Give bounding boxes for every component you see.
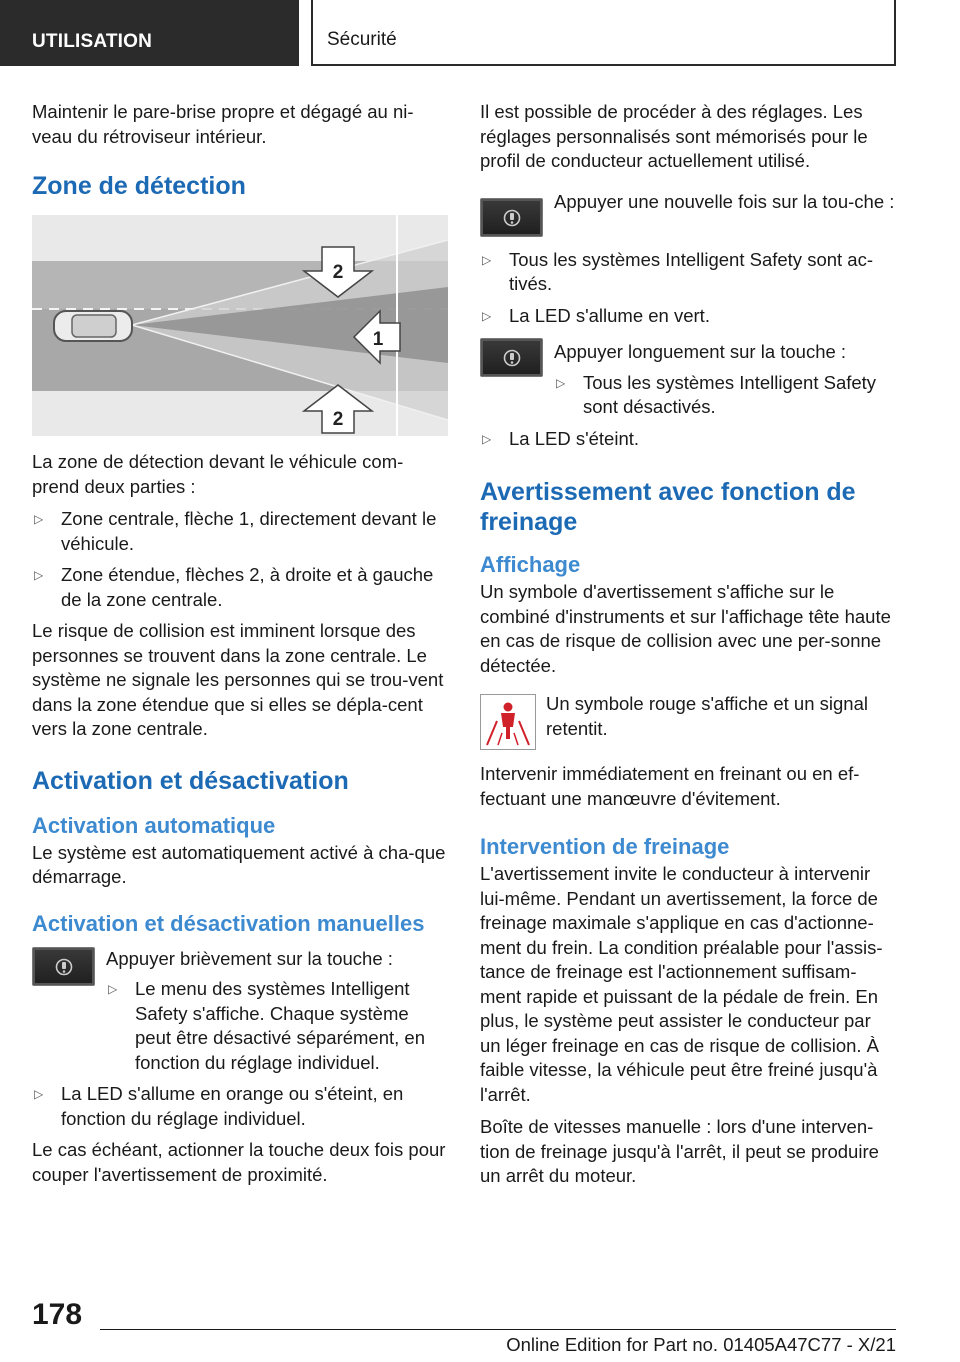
zone-list — [32, 507, 448, 612]
safety-button-icon — [503, 349, 521, 367]
display-paragraph: Un symbole d'avertissement s'affiche sur le combiné d'instruments et sur l'affichage tête haute en cas de risque de collision avec une per-sonne détectée. — [480, 581, 891, 676]
arrow-label-bottom: 2 — [332, 409, 344, 430]
right-column — [480, 100, 896, 1197]
settings-paragraph: Il est possible de procéder à des réglages. Les réglages personnalisés sont mémorisés pour le profil de conducteur actuellement utilisé. — [480, 101, 868, 171]
manual-final-paragraph: Le cas échéant, actionner la touche deux fois pour couper l'avertissement de proximité. — [32, 1139, 446, 1185]
safety-button-image — [32, 947, 95, 986]
safety-button-image — [480, 198, 543, 237]
list-item: ▷ Le menu des systèmes Intelligent Safety s'affiche. Chaque système peut être désactivé séparément, en fonction du réglage individuel. — [108, 978, 426, 1073]
press-again-list — [480, 248, 896, 329]
heading-display: Affichage — [480, 552, 581, 577]
safety-button-image — [480, 338, 543, 377]
heading-zone: Zone de détection — [32, 172, 246, 200]
manual-led-list — [32, 1082, 448, 1131]
list-item: ▷ La LED s'allume en vert. — [480, 304, 896, 329]
detection-zone-figure — [32, 215, 448, 436]
safety-button-icon — [55, 958, 73, 976]
left-column — [32, 100, 448, 1195]
heading-activation: Activation et désactivation — [32, 766, 349, 795]
intro-paragraph: Maintenir le pare-brise propre et dégagé au ni-veau du rétroviseur intérieur. — [32, 101, 414, 147]
footer-rule — [100, 1329, 896, 1330]
heading-auto: Activation automatique — [32, 812, 276, 838]
arrow-label-center: 1 — [372, 329, 384, 350]
chapter-title: Sécurité — [327, 29, 397, 50]
pedestrian-warning-image — [480, 694, 536, 750]
section-title: UTILISATION — [32, 31, 153, 52]
intervene-paragraph: Intervenir immédiatement en freinant ou en ef-fectuant une manœuvre d'évitement. — [480, 763, 860, 809]
list-item: ▷ Zone étendue, flèches 2, à droite et à gauche de la zone centrale. — [34, 564, 434, 610]
triangle-bullet-icon: ▷ — [34, 568, 44, 582]
manual-press-text: Appuyer brièvement sur la touche : — [106, 947, 393, 969]
detection-zone-diagram — [32, 215, 448, 436]
manual-press-row — [32, 947, 448, 1076]
list-item: ▷ Tous les systèmes Intelligent Safety sont ac-tivés. — [482, 248, 874, 294]
safety-button-icon — [503, 209, 521, 227]
manual-sub-list — [106, 977, 448, 1075]
symbol-row — [480, 692, 896, 750]
triangle-bullet-icon: ▷ — [108, 982, 118, 996]
triangle-bullet-icon: ▷ — [482, 252, 492, 267]
chapter-tab — [311, 0, 896, 66]
heading-brake: Intervention de freinage — [480, 834, 730, 859]
edition-note: Online Edition for Part no. 01405A47C77 - X/21 — [506, 1334, 896, 1355]
risk-paragraph: Le risque de collision est imminent lorsque des personnes se trouvent dans la zone centrale. Le système ne signale les personnes qui se trou-vent dans la zone étendue que si elles se dépla-cent vers la zone centrale. — [32, 620, 444, 739]
triangle-bullet-icon: ▷ — [482, 308, 492, 323]
arrow-label-top: 2 — [332, 262, 344, 283]
list-item: ▷ La LED s'éteint. — [480, 427, 896, 452]
brake-paragraph: L'avertissement invite le conducteur à intervenir lui-même. Pendant un avertissement, la force de freinage maximale s'applique en cas d'actionne-ment du frein. La condition préalable pour l'assis-tance de freinage est l'actionnement suffisam-ment rapide et puissant de la pédale de frein. En plus, le système peut assister le conducteur par un léger freinage en cas de risque de collision. À faible vitesse, la véhicule peut être freiné jusqu'à l'arrêt. — [480, 863, 883, 1105]
press-again-text: Appuyer une nouvelle fois sur la tou-che : — [554, 190, 895, 212]
heading-warning: Avertissement avec fonction de freinage — [480, 478, 856, 536]
long-press-sub-list — [554, 371, 896, 420]
list-item: ▷ Tous les systèmes Intelligent Safety sont désactivés. — [556, 371, 877, 417]
heading-manual: Activation et désactivation manuelles — [32, 910, 425, 936]
section-tab — [0, 0, 299, 66]
triangle-bullet-icon: ▷ — [34, 1087, 44, 1101]
triangle-bullet-icon: ▷ — [556, 375, 566, 390]
symbol-text: Un symbole rouge s'affiche et un signal retentit. — [546, 693, 868, 739]
pedestrian-warning-icon — [481, 695, 535, 749]
long-press-row — [480, 340, 896, 420]
list-item: ▷ La LED s'allume en orange ou s'éteint, en fonction du réglage individuel. — [34, 1083, 404, 1129]
page-number: 178 — [32, 1298, 83, 1331]
gearbox-paragraph: Boîte de vitesses manuelle : lors d'une interven-tion de freinage jusqu'à l'arrêt, il peut se produire un arrêt du moteur. — [480, 1116, 879, 1186]
list-item: ▷ Zone centrale, flèche 1, directement devant le véhicule. — [34, 508, 437, 554]
press-again-row — [480, 190, 896, 240]
auto-paragraph: Le système est automatiquement activé à cha-que démarrage. — [32, 841, 446, 887]
triangle-bullet-icon: ▷ — [482, 431, 492, 446]
long-led-list — [480, 427, 896, 452]
triangle-bullet-icon: ▷ — [34, 512, 44, 526]
zone-description: La zone de détection devant le véhicule com-prend deux parties : — [32, 451, 404, 497]
long-press-text: Appuyer longuement sur la touche : — [554, 341, 847, 362]
